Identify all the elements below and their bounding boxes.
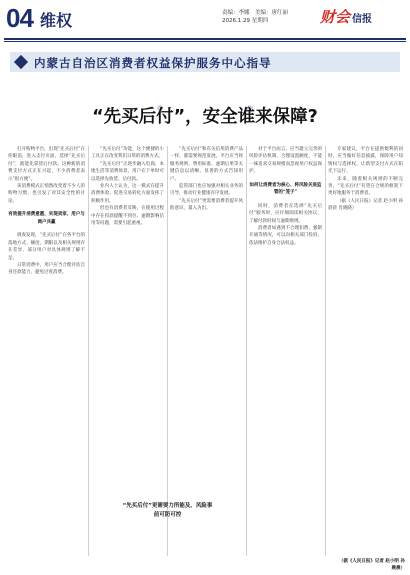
paragraph: 打开购物平台，出现“先买后付”在你眼前，进入支付页面，选择“先买后付”，就能先拿货后付款。这种新的消费支付方式正在兴起，不少消费者表示“很方便”。 — [8, 147, 85, 182]
paragraph: “先买后付”正逐步融入电商、本地生活等消费场景，用户在下单时可以选择先收货、后付款。 — [91, 161, 164, 182]
paragraph: “先买后付”更需要消费者提升风险意识，量入为出。 — [170, 198, 243, 212]
column-divider — [167, 146, 168, 556]
masthead-info — [222, 9, 288, 25]
section-title: 维权 — [40, 11, 73, 30]
newspaper-logo — [320, 6, 372, 27]
article-column-4 — [249, 146, 322, 556]
header-rule-thin — [4, 41, 406, 42]
column-divider — [88, 146, 89, 556]
paragraph: 同时，消费者在选择“先买后付”服务时，应仔细阅读相关协议，了解付款时间与逾期规则。 — [249, 203, 322, 224]
paragraph: 该消费模式正悄然改变着不少人的购物习惯，也引发了对其安全性的讨论。 — [8, 184, 85, 204]
column-divider — [246, 146, 247, 556]
banner-text: 内蒙古自治区消费者权益保护服务中心指导 — [34, 56, 272, 70]
paragraph: 对于平台而言，应当建立完善的风险评估机制，合理设置额度，不能一味追求交易规模而忽视用户权益保护。 — [249, 147, 322, 175]
column-divider — [325, 146, 326, 556]
pull-quote: “先买后付”更需要力所能及、风险事前可防可控 — [122, 503, 213, 518]
header-rule — [4, 38, 406, 40]
logo-main: 财会 — [320, 8, 351, 26]
article-column-2 — [91, 146, 164, 496]
paragraph: （据《人民日报》记者 赵小明 孙晨晨 肖晓晓） — [328, 198, 403, 212]
paragraph: 专家建议，平台在提供便利的同时，应当做好信息披露，保障用户知情权与选择权，让新型支付方式在阳光下运行。 — [328, 147, 403, 175]
editor-line: 责编：李娜 美编：唐红丽 — [222, 10, 289, 16]
paragraph: 未来，随着相关规则的不断完善，“先买后付”有望在合规的框架下更好地服务于消费者。 — [328, 176, 403, 197]
article-column-1 — [8, 146, 85, 556]
article-column-5 — [328, 146, 403, 546]
paragraph: 日常消费中，用户应当合理评估自身还款能力，避免过度消费。 — [8, 263, 85, 276]
article-column-3 — [170, 146, 243, 556]
article-headline: “先买后付”，安全谁来保障? — [92, 107, 318, 127]
paragraph: 调查发现，“先买后付”在各平台的落地方式、额度、期限以及相关规则存在差异，部分用户对具体规则了解不足。 — [8, 233, 85, 261]
paragraph: 但也有消费者反映，在使用过程中存在扣款提醒不到位、逾期影响信用等问题，需要引起重视。 — [91, 206, 164, 227]
subheading: 有效提升消费意愿，实现卖家、用户与商户共赢 — [8, 212, 85, 225]
paragraph: 消费者如遇到不合理扣费、强制开通等情况，可以向相关部门投诉，依法维护自身合法权益。 — [249, 226, 322, 246]
page-header — [0, 0, 410, 40]
date-line: 2026.1.29 星期四 — [222, 18, 269, 24]
article-credit: （据《人民日报》记者 赵小明 孙晨晨） — [338, 559, 405, 571]
paragraph: 业内人士认为，这一模式在提升消费体验、促进交易转化方面发挥了积极作用。 — [91, 184, 164, 204]
paragraph: 监管部门也应加强对相关业务的引导，推动行业健康有序发展。 — [170, 184, 243, 197]
paragraph: “先买后付”功能，这个便捷的小工具正在改变我们日常的消费方式。 — [91, 147, 164, 160]
paragraph: “先买后付”和有关信用消费产品一样，都需要规范发展。平台应当将服务规则、费用标准、逾期后果等关键信息以清晰、显著的方式告知用户。 — [170, 147, 243, 182]
logo-sub: 信报 — [352, 14, 373, 25]
page-number: 04 — [6, 3, 33, 33]
subheading: 如何让消费者为核心、将风险关进监管的“笼子” — [249, 182, 322, 196]
